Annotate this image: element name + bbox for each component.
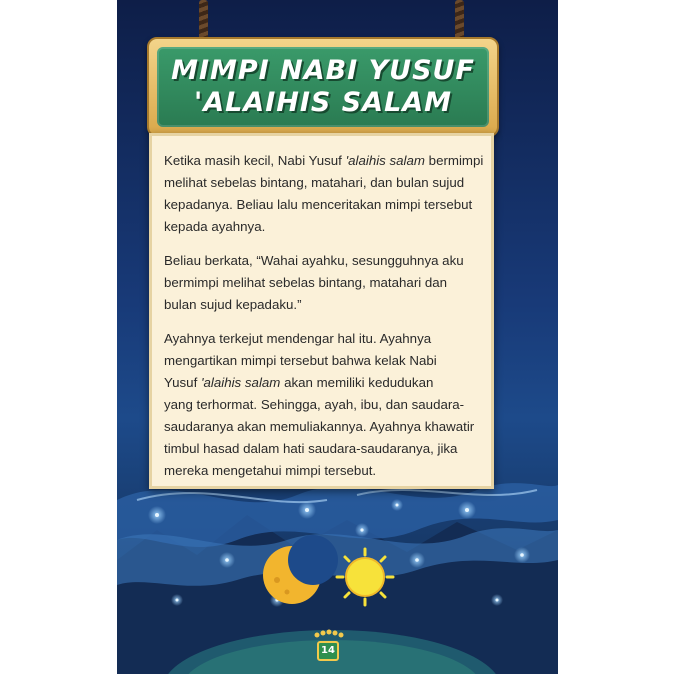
page-title-line-1: MIMPI NABI YUSUF — [171, 55, 475, 86]
text-line: Beliau berkata, “Wahai ayahku, sesungguhnya aku — [164, 253, 464, 268]
sun-icon — [337, 549, 393, 605]
paragraph-3 — [164, 328, 489, 482]
text-line: kepadanya. Beliau lalu menceritakan mimpi tersebut — [164, 197, 473, 212]
text-line: mengartikan mimpi tersebut bahwa kelak Nabi — [164, 353, 437, 368]
text-line: bermimpi melihat sebelas bintang, matahari dan — [164, 275, 448, 290]
text-line: melihat sebelas bintang, matahari, dan bulan sujud — [164, 175, 465, 190]
text-line: timbul hasad dalam hati saudara-saudaranya, jika — [164, 441, 458, 456]
text-line: bulan sujud kepadaku.” — [164, 297, 302, 312]
text-line: mereka mengetahui mimpi tersebut. — [164, 463, 377, 478]
story-text-card — [149, 133, 494, 489]
paragraph-1 — [164, 150, 489, 238]
page-title-line-2: 'ALAIHIS SALAM — [193, 87, 453, 118]
text-line: kepada ayahnya. — [164, 219, 266, 234]
title-board — [157, 47, 489, 127]
text-line: yang terhormat. Sehingga, ayah, ibu, dan saudara- — [164, 397, 465, 412]
paragraph-2 — [164, 250, 489, 316]
text-line: Ayahnya terkejut mendengar hal itu. Ayahnya — [164, 331, 432, 346]
title-sign — [147, 37, 499, 137]
text-line: Ketika masih kecil, Nabi Yusuf 'alaihis salam bermimpi — [164, 153, 484, 168]
book-page — [117, 0, 558, 674]
page-number-badge: 14 — [317, 641, 339, 661]
text-line: saudaranya akan memuliakannya. Ayahnya khawatir — [164, 419, 475, 434]
text-line: Yusuf 'alaihis salam akan memiliki kedudukan — [164, 375, 434, 390]
